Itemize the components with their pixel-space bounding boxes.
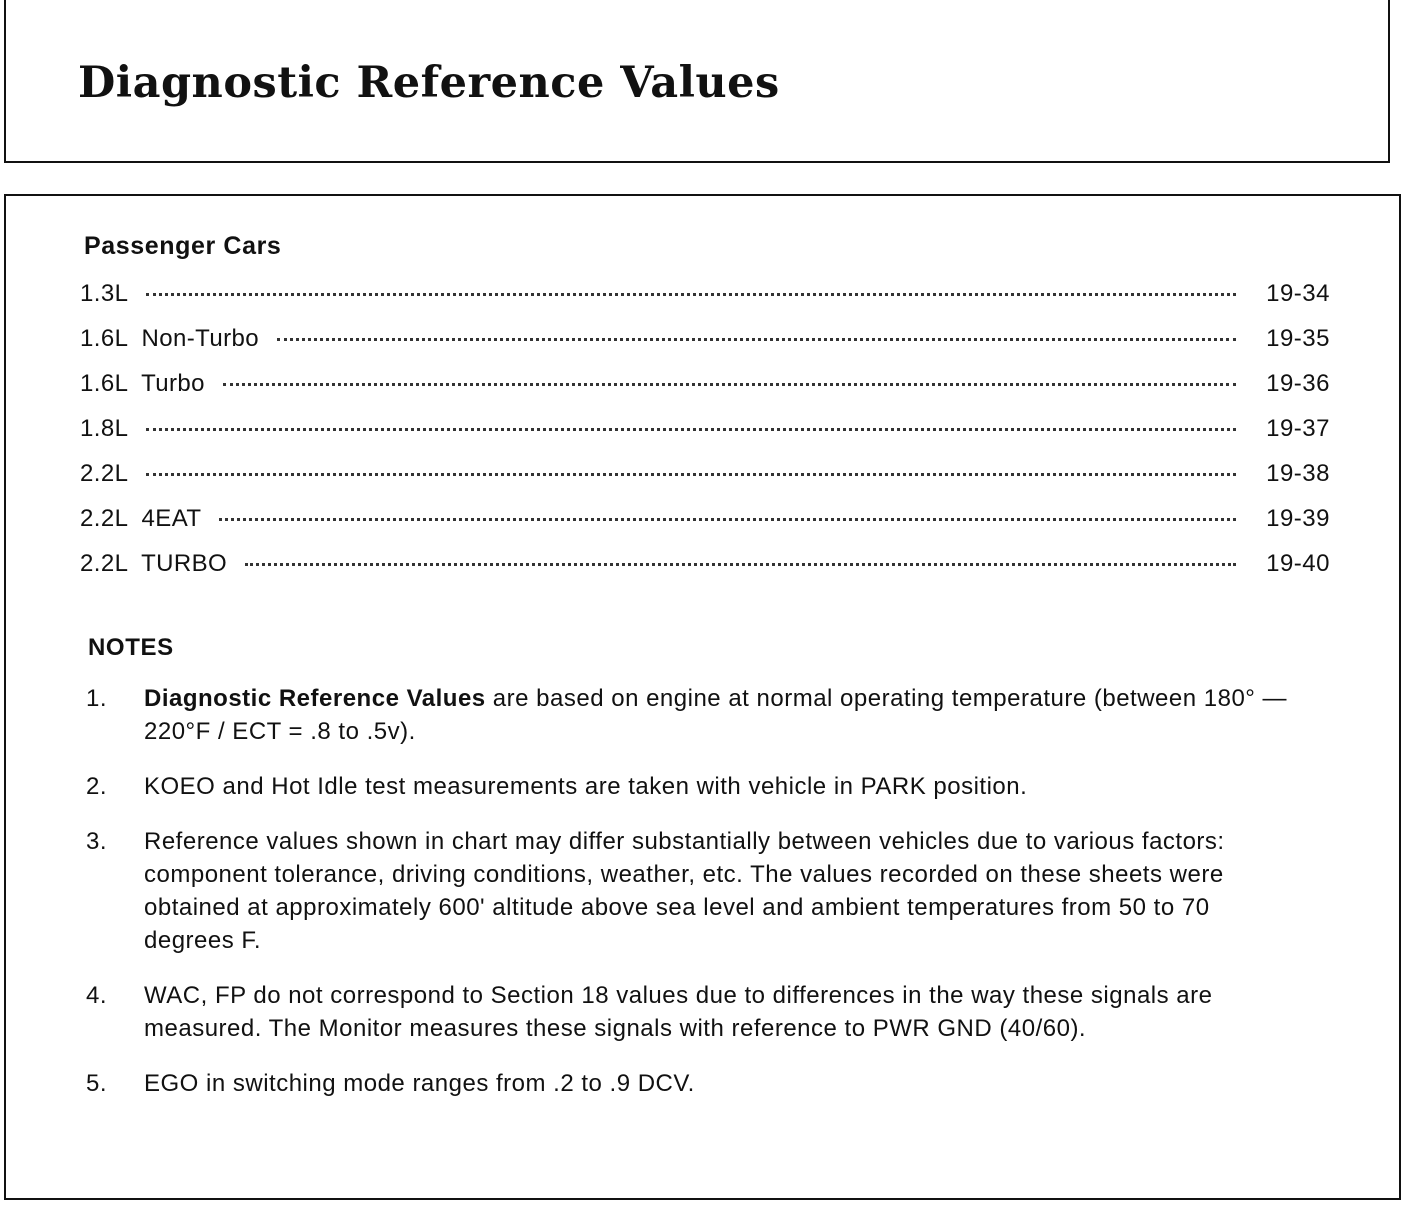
note-text: [144, 682, 1306, 748]
toc-leader-dots: [277, 338, 1236, 341]
note-number: 3.: [86, 828, 108, 855]
note-item: [86, 1067, 1306, 1100]
toc-leader-dots: [219, 518, 1236, 521]
toc-label: 1.6L Turbo: [80, 370, 205, 397]
toc-page-number: 19-39: [1266, 505, 1330, 532]
note-text: EGO in switching mode ranges from .2 to .9 DCV.: [144, 1070, 695, 1097]
title-box: [4, 0, 1390, 163]
toc-page-number: 19-40: [1266, 550, 1330, 577]
note-number: 4.: [86, 982, 108, 1009]
toc-label: 1.8L: [80, 415, 129, 442]
toc-row: [80, 550, 1330, 595]
note-item: [86, 825, 1306, 957]
toc-row: [80, 505, 1330, 550]
toc-leader-dots: [223, 383, 1236, 386]
toc-page-number: 19-34: [1266, 280, 1330, 307]
page-title: Diagnostic Reference Values: [78, 58, 780, 108]
toc-page-number: 19-37: [1266, 415, 1330, 442]
toc-leader-dots: [245, 563, 1236, 566]
table-of-contents: [80, 280, 1330, 595]
note-text: KOEO and Hot Idle test measurements are taken with vehicle in PARK position.: [144, 773, 1028, 800]
note-item: [86, 682, 1306, 748]
note-item: [86, 770, 1306, 803]
notes-list: [86, 682, 1306, 1122]
toc-page-number: 19-38: [1266, 460, 1330, 487]
toc-label: 2.2L: [80, 460, 129, 487]
toc-leader-dots: [146, 473, 1236, 476]
toc-label: 1.6L Non-Turbo: [80, 325, 259, 352]
toc-row: [80, 370, 1330, 415]
toc-leader-dots: [146, 428, 1236, 431]
notes-heading: NOTES: [88, 634, 174, 661]
toc-leader-dots: [146, 293, 1236, 296]
note-text: Reference values shown in chart may differ substantially between vehicles due to various factors: component tolerance, driving conditions, weather, etc. The values recorded on these sheets were obtained at approximately 600' altitude above sea level and ambient temperatures from 50 to 70 degrees F.: [144, 828, 1225, 954]
note-item: [86, 979, 1306, 1045]
toc-page-number: 19-36: [1266, 370, 1330, 397]
toc-label: 2.2L TURBO: [80, 550, 228, 577]
toc-row: [80, 460, 1330, 505]
section-heading: Passenger Cars: [84, 232, 282, 260]
note-body: are based on engine at normal operating temperature (between 180° — 220°F / ECT = .8 to .5v).: [144, 685, 1288, 745]
toc-label: 1.3L: [80, 280, 129, 307]
note-number: 2.: [86, 773, 108, 800]
note-number: 5.: [86, 1070, 108, 1097]
toc-row: [80, 325, 1330, 370]
toc-row: [80, 415, 1330, 460]
note-number: 1.: [86, 685, 108, 712]
note-text: WAC, FP do not correspond to Section 18 values due to differences in the way these signals are measured. The Monitor measures these signals with reference to PWR GND (40/60).: [144, 982, 1213, 1042]
toc-label: 2.2L 4EAT: [80, 505, 202, 532]
note-bold-term: Diagnostic Reference Values: [144, 685, 486, 712]
toc-page-number: 19-35: [1266, 325, 1330, 352]
toc-row: [80, 280, 1330, 325]
content-box: [4, 194, 1401, 1200]
